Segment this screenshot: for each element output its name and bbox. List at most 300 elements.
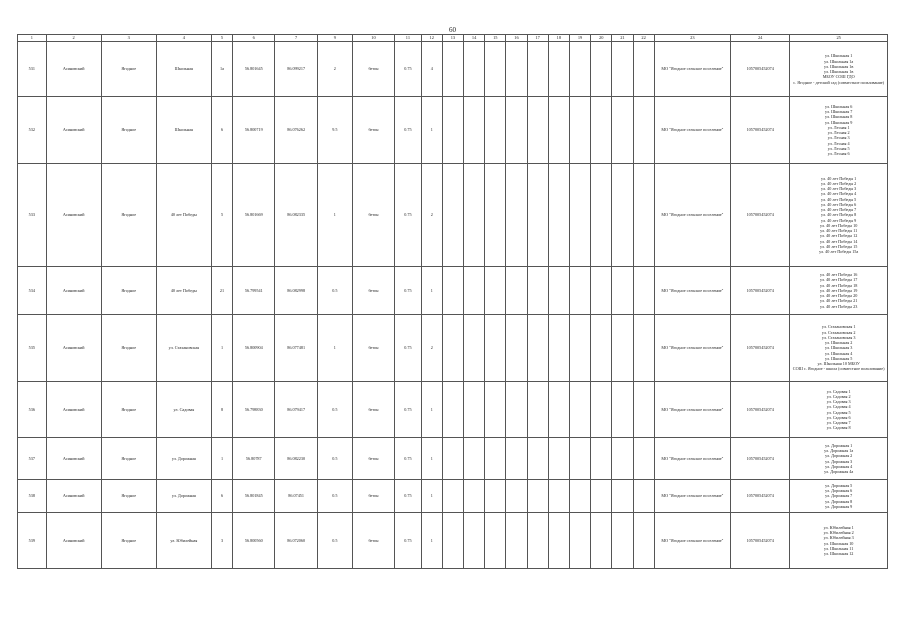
house-cell: 6 (211, 97, 232, 164)
served-address-line: ул. Садовая 5 (826, 409, 851, 415)
served-address-line: ул. Стахановская 3 (821, 334, 856, 340)
column-number-header: 23 (654, 35, 730, 42)
table-row (18, 480, 888, 513)
served-addresses-cell (790, 513, 888, 569)
served-address-line: ул. 40 лет Победы 2 (821, 180, 857, 186)
served-address-line: ул. 40 лет Победы 5 (821, 196, 857, 202)
volume-cell: 0.75 (395, 315, 421, 382)
served-address-line: ул. Школьная 9 (825, 119, 853, 125)
surface-cell: бетон (352, 164, 394, 267)
served-address-line: ул. 40 лет Победы 16 (820, 272, 858, 278)
column-number-header: 14 (464, 35, 485, 42)
empty-cell (612, 480, 633, 513)
container-count-cell: 2 (421, 315, 442, 382)
served-address-line: ул. Дорожная 4а (824, 469, 854, 474)
served-address-line: ул. Школьная 1а (824, 58, 854, 64)
container-count-cell: 1 (421, 267, 442, 315)
volume-cell: 0.75 (395, 267, 421, 315)
district-cell: Асиновский (46, 315, 101, 382)
empty-cell (464, 97, 485, 164)
area-cell: 0.5 (317, 480, 352, 513)
served-address-line: ул. Юбилейная 1 (823, 524, 854, 530)
served-address-line: ул. Дорожная 1а (824, 448, 854, 453)
column-number-header: 22 (633, 35, 654, 42)
served-address-line: ул. 40 лет Победы 11 (820, 228, 858, 234)
table-row (18, 382, 888, 438)
empty-cell (464, 164, 485, 267)
empty-cell (591, 513, 612, 569)
served-address-line: ул. 40 лет Победы 19 (820, 287, 858, 293)
district-cell: Асиновский (46, 164, 101, 267)
house-cell: 5 (211, 164, 232, 267)
empty-cell (442, 164, 463, 267)
served-address-line: ул. Школьная 1в (824, 69, 854, 74)
district-cell: Асиновский (46, 97, 101, 164)
empty-cell (506, 382, 527, 438)
table-row (18, 267, 888, 315)
row-number-cell: 532 (18, 97, 47, 164)
column-number-header: 5 (211, 35, 232, 42)
waste-sites-register-table (17, 34, 888, 569)
settlement-cell: Ягодное (101, 315, 156, 382)
table-row (18, 42, 888, 97)
served-address-line: ул. 40 лет Победы 21 (820, 298, 858, 304)
column-number-header: 15 (485, 35, 506, 42)
empty-cell (569, 480, 590, 513)
container-count-cell: 1 (421, 513, 442, 569)
latitude-cell: 56.798830 (233, 382, 275, 438)
served-address-line: ул. Садовая 8 (826, 425, 851, 431)
served-address-line: ул. Школьная 6 (825, 103, 853, 109)
served-address-line: ул. Школьная 5 (825, 355, 853, 361)
empty-cell (633, 42, 654, 97)
empty-cell (633, 513, 654, 569)
served-address-line: ул. 40 лет Победы 14 (820, 238, 858, 244)
latitude-cell: 56.801669 (233, 164, 275, 267)
empty-cell (591, 382, 612, 438)
latitude-cell: 56.799541 (233, 267, 275, 315)
container-count-cell: 1 (421, 480, 442, 513)
empty-cell (612, 267, 633, 315)
served-address-line: ул. Стахановская 1 (821, 324, 856, 330)
latitude-cell: 56.80787 (233, 438, 275, 480)
served-address-line: ул. Садовая 4 (826, 404, 851, 410)
empty-cell (612, 97, 633, 164)
served-addresses-cell (790, 315, 888, 382)
served-address-line: ул. Школьная 4 (825, 350, 853, 356)
house-cell: 8 (211, 382, 232, 438)
district-cell: Асиновский (46, 267, 101, 315)
column-number-header: 2 (46, 35, 101, 42)
served-addresses-cell (790, 267, 888, 315)
empty-cell (442, 438, 463, 480)
empty-cell (506, 315, 527, 382)
served-addresses-cell (790, 164, 888, 267)
ogrn-cell: 1057005452074 (731, 480, 790, 513)
settlement-cell: Ягодное (101, 382, 156, 438)
empty-cell (485, 267, 506, 315)
surface-cell: бетон (352, 42, 394, 97)
table-row (18, 315, 888, 382)
longitude-cell: 86.082998 (275, 267, 317, 315)
house-cell: 6 (211, 480, 232, 513)
area-cell: 1 (317, 315, 352, 382)
container-count-cell: 1 (421, 438, 442, 480)
empty-cell (442, 315, 463, 382)
empty-cell (485, 513, 506, 569)
district-cell: Асиновский (46, 438, 101, 480)
table-row (18, 513, 888, 569)
district-cell: Асиновский (46, 513, 101, 569)
served-address-line: ул. Школьная 11 (824, 545, 854, 551)
served-address-line: ул. Лесная 1 (827, 124, 850, 130)
longitude-cell: 86.077481 (275, 315, 317, 382)
street-cell: ул. Садовая (156, 382, 211, 438)
volume-cell: 0.75 (395, 382, 421, 438)
served-address-line: ул. 40 лет Победы 10 (820, 222, 858, 228)
ogrn-cell: 1057005452074 (731, 267, 790, 315)
street-cell: ул. Дорожная (156, 480, 211, 513)
street-cell: 40 лет Победы (156, 267, 211, 315)
empty-cell (633, 315, 654, 382)
empty-cell (569, 42, 590, 97)
served-address-line: ул. Лесная 2 (827, 130, 850, 135)
empty-cell (548, 164, 569, 267)
column-number-header: 24 (731, 35, 790, 42)
ogrn-cell: 1057005452074 (731, 42, 790, 97)
empty-cell (527, 164, 548, 267)
served-address-line: ул. Стахановская 2 (821, 329, 856, 335)
row-number-cell: 533 (18, 164, 47, 267)
empty-cell (527, 42, 548, 97)
column-number-header: 19 (569, 35, 590, 42)
surface-cell: бетон (352, 513, 394, 569)
column-number-header: 10 (352, 35, 394, 42)
empty-cell (548, 97, 569, 164)
empty-cell (591, 438, 612, 480)
column-number-header: 9 (317, 35, 352, 42)
surface-cell: бетон (352, 97, 394, 164)
empty-cell (633, 382, 654, 438)
served-address-line: ул. Школьная 1в (824, 63, 854, 69)
surface-cell: бетон (352, 480, 394, 513)
served-address-line: ул. Юбилейная 3 (823, 535, 854, 541)
served-address-line: ул. Лесная 5 (827, 145, 850, 151)
ogrn-cell: 1057005452074 (731, 438, 790, 480)
served-address-line: ул. Садовая 1 (826, 388, 851, 394)
ogrn-cell: 1057005452074 (731, 315, 790, 382)
served-address-line: ул. 40 лет Победы 7 (821, 207, 857, 213)
empty-cell (548, 42, 569, 97)
served-address-line: ул. 40 лет Победы 18 (820, 282, 858, 288)
served-address-line: ул. 40 лет Победы 20 (820, 293, 858, 299)
ogrn-cell: 1057005452074 (731, 164, 790, 267)
row-number-cell: 534 (18, 267, 47, 315)
table-row (18, 97, 888, 164)
empty-cell (506, 438, 527, 480)
row-number-cell: 539 (18, 513, 47, 569)
served-address-line: ул. Дорожная 6 (825, 488, 853, 494)
empty-cell (506, 164, 527, 267)
empty-cell (485, 164, 506, 267)
street-cell: Школьная (156, 42, 211, 97)
empty-cell (485, 42, 506, 97)
served-address-line: с. Ягодное - детский сад (совместное пользование) (793, 79, 885, 85)
empty-cell (464, 438, 485, 480)
served-address-line: ул. Дорожная 2 (825, 453, 853, 459)
empty-cell (485, 382, 506, 438)
served-address-line: ул. Юбилейная 2 (823, 530, 854, 535)
empty-cell (485, 480, 506, 513)
served-address-line: СОШ с. Ягодное - школа (совместное пользование) (792, 366, 885, 372)
column-number-header: 6 (233, 35, 275, 42)
district-cell: Асиновский (46, 42, 101, 97)
empty-cell (442, 267, 463, 315)
owner-cell: МО "Ягодное сельское поселение" (654, 267, 730, 315)
row-number-cell: 538 (18, 480, 47, 513)
served-address-line: ул. 40 лет Победы 9 (821, 217, 857, 223)
empty-cell (506, 480, 527, 513)
longitude-cell: 86.099217 (275, 42, 317, 97)
empty-cell (442, 513, 463, 569)
owner-cell: МО "Ягодное сельское поселение" (654, 382, 730, 438)
longitude-cell: 86.07451 (275, 480, 317, 513)
empty-cell (464, 267, 485, 315)
empty-cell (569, 438, 590, 480)
empty-cell (548, 513, 569, 569)
owner-cell: МО "Ягодное сельское поселение" (654, 513, 730, 569)
column-number-header-row (18, 35, 888, 42)
served-address-line: ул. 40 лет Победы 12 (820, 233, 858, 239)
empty-cell (612, 315, 633, 382)
served-address-line: ул. 40 лет Победы 15а (819, 249, 859, 255)
volume-cell: 0.75 (395, 97, 421, 164)
served-address-line: ул. Лесная 4 (827, 140, 850, 146)
owner-cell: МО "Ягодное сельское поселение" (654, 97, 730, 164)
empty-cell (464, 315, 485, 382)
settlement-cell: Ягодное (101, 164, 156, 267)
longitude-cell: 86.072060 (275, 513, 317, 569)
empty-cell (591, 267, 612, 315)
empty-cell (527, 382, 548, 438)
empty-cell (527, 315, 548, 382)
empty-cell (548, 480, 569, 513)
empty-cell (612, 513, 633, 569)
served-address-line: ул. 40 лет Победы 23 (820, 303, 858, 309)
owner-cell: МО "Ягодное сельское поселение" (654, 480, 730, 513)
table-row (18, 438, 888, 480)
column-number-header: 1 (18, 35, 47, 42)
empty-cell (548, 438, 569, 480)
empty-cell (548, 267, 569, 315)
owner-cell: МО "Ягодное сельское поселение" (654, 438, 730, 480)
served-address-line: ул. 40 лет Победы 1 (821, 175, 857, 181)
settlement-cell: Ягодное (101, 267, 156, 315)
served-addresses-cell (790, 438, 888, 480)
empty-cell (464, 42, 485, 97)
surface-cell: бетон (352, 315, 394, 382)
owner-cell: МО "Ягодное сельское поселение" (654, 315, 730, 382)
empty-cell (569, 97, 590, 164)
latitude-cell: 56.800719 (233, 97, 275, 164)
empty-cell (569, 164, 590, 267)
column-number-header: 7 (275, 35, 317, 42)
settlement-cell: Ягодное (101, 480, 156, 513)
area-cell: 0.5 (317, 267, 352, 315)
served-address-line: ул. Дорожная 7 (825, 493, 853, 499)
served-address-line: ул. Школьная 3 (825, 345, 853, 351)
container-count-cell: 4 (421, 42, 442, 97)
area-cell: 0.5 (317, 438, 352, 480)
settlement-cell: Ягодное (101, 513, 156, 569)
served-address-line: ул. Дорожная 9 (825, 503, 853, 509)
latitude-cell: 56.800560 (233, 513, 275, 569)
empty-cell (612, 42, 633, 97)
served-address-line: ул. Школьная 2 (825, 340, 853, 346)
served-address-line: ул. 40 лет Победы 17 (820, 277, 858, 283)
served-address-line: ул. Дорожная 5 (825, 482, 853, 488)
area-cell: 0.5 (317, 513, 352, 569)
empty-cell (633, 438, 654, 480)
longitude-cell: 86.079417 (275, 382, 317, 438)
page-number: 60 (449, 26, 456, 34)
latitude-cell: 56.800904 (233, 315, 275, 382)
empty-cell (612, 382, 633, 438)
served-addresses-cell (790, 42, 888, 97)
empty-cell (506, 267, 527, 315)
volume-cell: 0.75 (395, 513, 421, 569)
container-count-cell: 2 (421, 164, 442, 267)
empty-cell (569, 267, 590, 315)
settlement-cell: Ягодное (101, 438, 156, 480)
empty-cell (506, 97, 527, 164)
settlement-cell: Ягодное (101, 97, 156, 164)
ogrn-cell: 1057005452074 (731, 97, 790, 164)
latitude-cell: 56.801845 (233, 480, 275, 513)
empty-cell (633, 267, 654, 315)
column-number-header: 4 (156, 35, 211, 42)
street-cell: Школьная (156, 97, 211, 164)
house-cell: 1а (211, 42, 232, 97)
district-cell: Асиновский (46, 480, 101, 513)
longitude-cell: 86.076262 (275, 97, 317, 164)
column-number-header: 16 (506, 35, 527, 42)
served-addresses-cell (790, 382, 888, 438)
served-address-line: ул. 40 лет Победы 4 (821, 191, 857, 197)
row-number-cell: 537 (18, 438, 47, 480)
surface-cell: бетон (352, 267, 394, 315)
served-address-line: ул. Садовая 3 (826, 399, 851, 404)
served-address-line: ул. Школьная 8 (825, 114, 853, 120)
empty-cell (464, 480, 485, 513)
served-address-line: ул. Садовая 2 (826, 393, 851, 399)
column-number-header: 20 (591, 35, 612, 42)
area-cell: 0.5 (317, 382, 352, 438)
empty-cell (548, 315, 569, 382)
house-cell: 3 (211, 513, 232, 569)
empty-cell (569, 315, 590, 382)
empty-cell (485, 97, 506, 164)
column-number-header: 12 (421, 35, 442, 42)
row-number-cell: 536 (18, 382, 47, 438)
served-addresses-cell (790, 480, 888, 513)
empty-cell (464, 513, 485, 569)
ogrn-cell: 1057005452074 (731, 513, 790, 569)
column-number-header: 18 (548, 35, 569, 42)
served-address-line: ул. 40 лет Победы 8 (821, 212, 857, 218)
served-address-line: ул. 40 лет Победы 6 (821, 201, 857, 207)
served-address-line: ул. Садовая 6 (826, 414, 851, 420)
empty-cell (506, 513, 527, 569)
street-cell: 40 лет Победы (156, 164, 211, 267)
empty-cell (612, 438, 633, 480)
served-address-line: ул. Садовая 7 (826, 420, 851, 425)
owner-cell: МО "Ягодное сельское поселение" (654, 42, 730, 97)
volume-cell: 0.75 (395, 438, 421, 480)
served-address-line: ул. Дорожная 3 (825, 458, 853, 464)
column-number-header: 17 (527, 35, 548, 42)
served-address-line: ул. Дорожная 1 (825, 442, 853, 448)
empty-cell (591, 164, 612, 267)
empty-cell (527, 480, 548, 513)
area-cell: 9.5 (317, 97, 352, 164)
street-cell: ул. Юбилейная (156, 513, 211, 569)
ogrn-cell: 1057005452074 (731, 382, 790, 438)
empty-cell (569, 513, 590, 569)
served-address-line: ул. Школьная 10 (823, 540, 854, 546)
empty-cell (548, 382, 569, 438)
served-address-line: ул. Лесная 3 (827, 135, 850, 141)
served-address-line: ул. Лесная 6 (827, 151, 850, 156)
served-address-line: ул. Школьная 1 (825, 53, 853, 59)
house-cell: 21 (211, 267, 232, 315)
served-address-line: МБОУ СОШ ГДО (822, 74, 855, 80)
district-cell: Асиновский (46, 382, 101, 438)
served-addresses-cell (790, 97, 888, 164)
latitude-cell: 56.801645 (233, 42, 275, 97)
empty-cell (506, 42, 527, 97)
empty-cell (485, 315, 506, 382)
empty-cell (527, 97, 548, 164)
street-cell: ул. Стахановская (156, 315, 211, 382)
empty-cell (527, 267, 548, 315)
surface-cell: бетон (352, 438, 394, 480)
served-address-line: ул. 40 лет Победы 15 (820, 243, 858, 249)
column-number-header: 11 (395, 35, 421, 42)
volume-cell: 0.75 (395, 164, 421, 267)
area-cell: 2 (317, 42, 352, 97)
longitude-cell: 86.082335 (275, 164, 317, 267)
volume-cell: 0.75 (395, 42, 421, 97)
empty-cell (527, 438, 548, 480)
container-count-cell: 1 (421, 382, 442, 438)
house-cell: 1 (211, 438, 232, 480)
empty-cell (591, 42, 612, 97)
surface-cell: бетон (352, 382, 394, 438)
settlement-cell: Ягодное (101, 42, 156, 97)
row-number-cell: 531 (18, 42, 47, 97)
empty-cell (442, 480, 463, 513)
column-number-header: 25 (790, 35, 888, 42)
column-number-header: 13 (442, 35, 463, 42)
served-address-line: ул. Школьная 12 (823, 551, 854, 556)
container-count-cell: 1 (421, 97, 442, 164)
street-cell: ул. Дорожная (156, 438, 211, 480)
row-number-cell: 535 (18, 315, 47, 382)
empty-cell (442, 382, 463, 438)
empty-cell (633, 480, 654, 513)
served-address-line: ул. Дорожная 8 (825, 498, 853, 504)
